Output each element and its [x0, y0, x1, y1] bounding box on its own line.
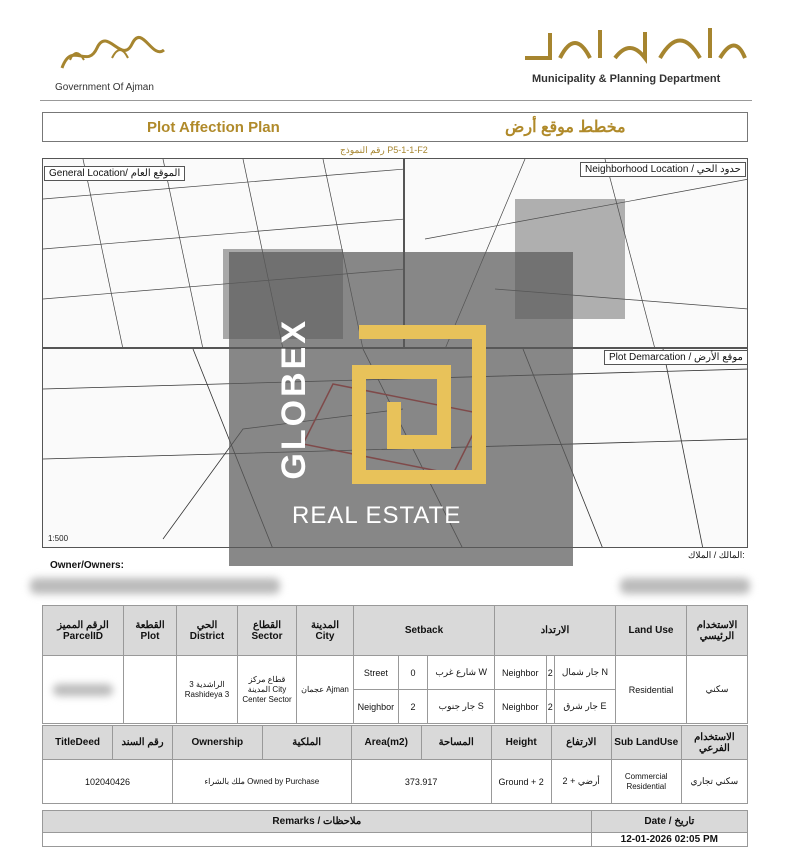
plan-title-ar: مخطط موقع أرض: [505, 119, 626, 136]
district-header-en: District: [189, 630, 225, 642]
neighbor-label-n: Neighbor: [502, 667, 539, 678]
ownership-table: [42, 725, 748, 804]
sublanduse-value: Commercial Residential: [624, 771, 668, 791]
municipality-name-en: Municipality & Planning Department: [532, 73, 721, 85]
setback-header-ar: الارتداد: [540, 625, 570, 636]
government-of-ajman-logo: [52, 30, 172, 78]
height-value-en: Ground + 2: [498, 776, 544, 787]
jar-s: جار: [462, 701, 476, 711]
west-label: غرب W: [435, 667, 487, 677]
parcel-header-en: ParcelID: [62, 630, 104, 642]
owners-label-ar: المالك / الملاك:: [688, 550, 745, 560]
date-header: Date / تاريخ: [644, 816, 695, 827]
setback-header-en: Setback: [404, 625, 444, 636]
map-scale: 1:500: [48, 534, 69, 543]
landuse-header-en: Land Use: [628, 625, 674, 636]
area-value: 373.917: [404, 776, 438, 787]
redacted-owner: [30, 578, 280, 594]
east-label: شرق E: [563, 701, 607, 711]
city-header-ar: المدينة: [310, 619, 340, 631]
landuse-value: Residential: [628, 684, 674, 695]
sublanduse-header-en: Sub LandUse: [614, 737, 679, 748]
sublanduse-value-ar: سكني تجاري: [690, 776, 739, 786]
general-location-label: General Location/ الموقع العام: [44, 166, 185, 181]
jar-e: جار: [585, 701, 598, 711]
parcel-header-ar: الرقم المميز: [57, 619, 109, 631]
neighbor-label-s: Neighbor: [357, 701, 395, 712]
municipality-logo: [520, 18, 750, 68]
city-value: عجمان Ajman: [301, 684, 349, 694]
area-header-ar: المساحة: [438, 737, 474, 748]
area-header-en: Area(m2): [364, 737, 408, 748]
height-value-ar: أرضي + 2: [562, 776, 600, 786]
street-ar: شارع: [455, 667, 476, 677]
header-divider: [40, 100, 752, 101]
titledeed-header-en: TitleDeed: [55, 737, 100, 748]
street-label: Street: [363, 667, 388, 678]
titledeed-header-ar: رقم السند: [121, 737, 164, 748]
redacted-parcel-id: [53, 684, 113, 696]
redacted-owner-ar: [620, 578, 750, 594]
sector-header-en: Sector: [251, 630, 283, 642]
sector-header-ar: القطاع: [252, 619, 282, 631]
date-value: 12-01-2026 02:05 PM: [620, 834, 718, 845]
plot-header-ar: القطعة: [135, 619, 165, 631]
ownership-value: ملك بالشراء Owned by Purchase: [204, 776, 320, 786]
district-header-ar: الحي: [196, 619, 218, 631]
plot-demarcation-label: Plot Demarcation / موقع الأرض: [604, 350, 748, 365]
landuse-value-ar: سكني: [705, 684, 729, 694]
jar-n: جار: [586, 667, 600, 677]
neighbor-label-e: Neighbor: [502, 701, 539, 712]
watermark-brand: GLOBEX: [275, 318, 313, 480]
neighborhood-location-label: Neighborhood Location / حدود الحي: [580, 162, 746, 177]
landuse-header-ar: الاستخدام الرئيسي: [696, 619, 738, 642]
remarks-header: Remarks / ملاحظات: [272, 816, 362, 827]
district-value: الراشدية 3 Rashideya 3: [184, 679, 230, 699]
sector-value: قطاع مركز المدينة City Center Sector: [242, 674, 292, 704]
plan-title-en: Plot Affection Plan: [147, 119, 280, 136]
neighbor-value-s: 2: [410, 701, 416, 712]
government-name-en: Government Of Ajman: [55, 82, 154, 93]
remarks-table: [42, 810, 748, 847]
parcel-info-table: [42, 605, 748, 724]
street-value: 0: [410, 667, 416, 678]
form-number: رقم النموذج P5-1-1-F2: [340, 145, 428, 155]
height-header-en: Height: [505, 737, 537, 748]
watermark-subtitle: REAL ESTATE: [292, 502, 462, 529]
titledeed-value: 102040426: [84, 776, 130, 787]
neighbor-value-n: 2: [547, 667, 553, 678]
south-label: جنوب S: [438, 701, 484, 711]
ownership-header-ar: الملكية: [292, 737, 322, 748]
ownership-header-en: Ownership: [191, 737, 244, 748]
sublanduse-header-ar: الاستخدام الفرعي: [694, 731, 735, 754]
height-header-ar: الارتفاع: [566, 737, 597, 748]
city-header-en: City: [315, 630, 335, 642]
neighbor-value-e: 2: [547, 701, 553, 712]
owners-label: Owner/Owners:: [50, 560, 124, 571]
north-label: شمال N: [561, 667, 609, 677]
plot-header-en: Plot: [140, 630, 160, 642]
